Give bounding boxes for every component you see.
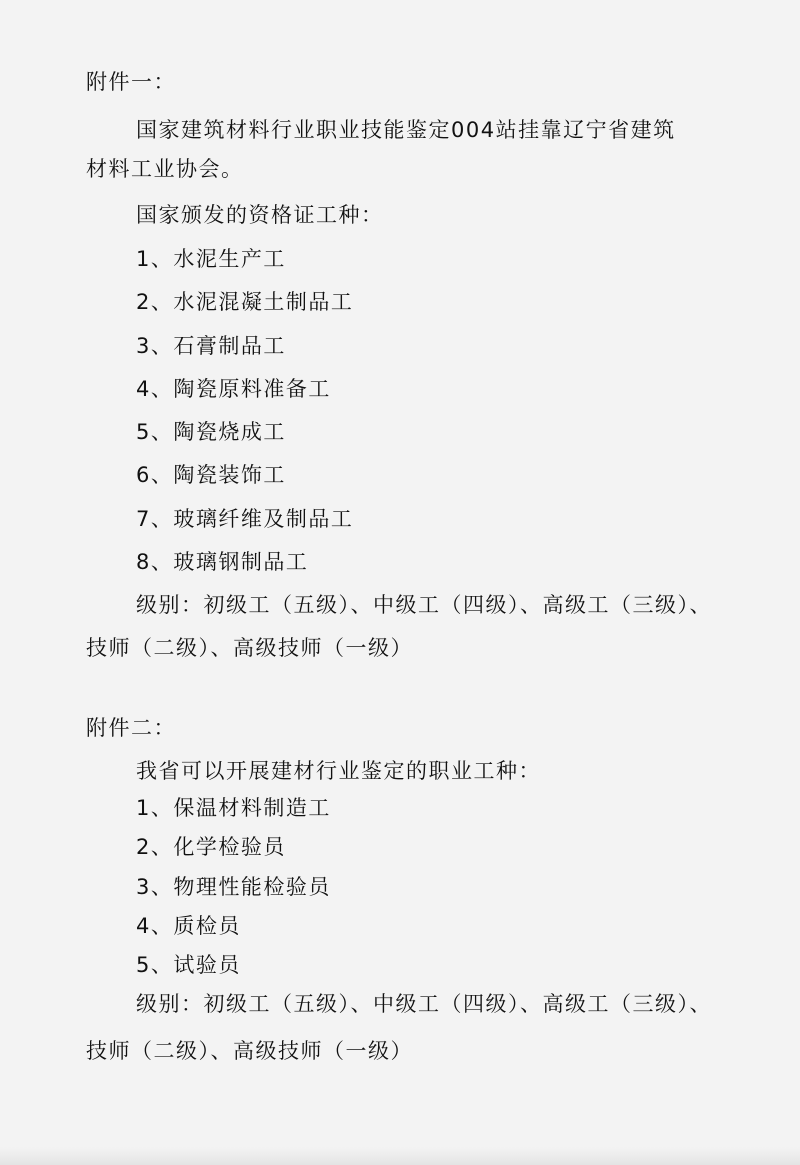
annex2-list-item: 1、保温材料制造工	[136, 796, 331, 820]
annex1-list-item: 3、石膏制品工	[136, 334, 286, 358]
annex2-title: 附件二：	[86, 716, 176, 740]
annex1-list-item: 4、陶瓷原料准备工	[136, 377, 331, 401]
annex1-list-item: 2、水泥混凝土制品工	[136, 290, 354, 314]
annex1-list-item: 6、陶瓷装饰工	[136, 463, 286, 487]
annex2-list-item: 3、物理性能检验员	[136, 875, 331, 899]
annex2-list-item: 2、化学检验员	[136, 835, 286, 859]
annex2-list-item: 5、试验员	[136, 953, 241, 977]
annex1-levels-line-2: 技师（二级）、高级技师（一级）	[86, 636, 413, 660]
annex1-intro-line-1: 国家建筑材料行业职业技能鉴定004站挂靠辽宁省建筑	[136, 118, 676, 142]
annex2-levels-line-1: 级别：初级工（五级）、中级工（四级）、高级工（三级）、	[136, 992, 712, 1016]
annex1-list-item: 7、玻璃纤维及制品工	[136, 507, 354, 531]
annex1-list-item: 1、水泥生产工	[136, 247, 286, 271]
annex1-list-item: 5、陶瓷烧成工	[136, 420, 286, 444]
scan-bottom-shadow	[0, 1147, 800, 1165]
annex2-list-item: 4、质检员	[136, 914, 241, 938]
annex1-title: 附件一：	[86, 70, 176, 94]
annex2-subtitle: 我省可以开展建材行业鉴定的职业工种：	[136, 759, 541, 783]
annex1-subtitle: 国家颁发的资格证工种：	[136, 203, 384, 227]
annex1-intro-line-2: 材料工业协会。	[86, 157, 244, 181]
annex1-levels-line-1: 级别：初级工（五级）、中级工（四级）、高级工（三级）、	[136, 593, 712, 617]
annex1-list-item: 8、玻璃钢制品工	[136, 550, 309, 574]
annex2-levels-line-2: 技师（二级）、高级技师（一级）	[86, 1039, 413, 1063]
